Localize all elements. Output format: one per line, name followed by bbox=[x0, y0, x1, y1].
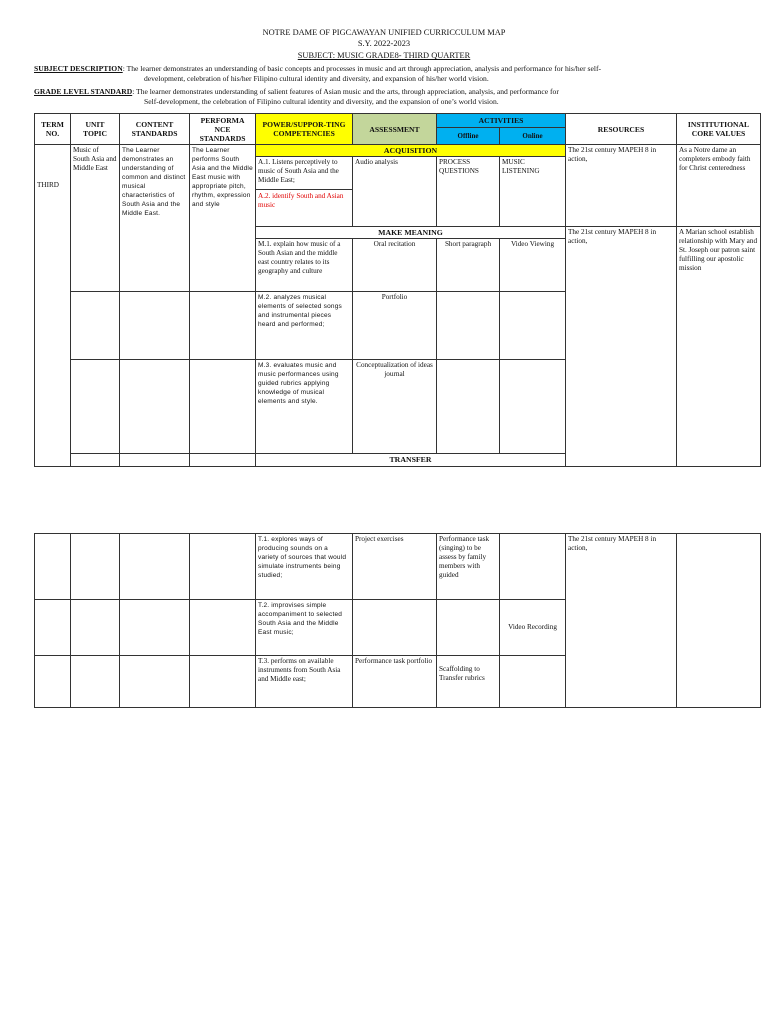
m1-online: Video Viewing bbox=[500, 239, 566, 292]
grade-level-standard-text-2: Self-development, the celebration of Filipino cultural identity and diversity, and the expansion of one’s world vision. bbox=[144, 97, 499, 106]
subject-title: SUBJECT: MUSIC GRADE8- THIRD QUARTER bbox=[297, 51, 471, 60]
transfer-resources: The 21st century MAPEH 8 in action, bbox=[566, 534, 677, 708]
empty-content-cell bbox=[120, 292, 190, 360]
col-content: CONTENT STANDARDS bbox=[120, 114, 190, 145]
transfer-heading: TRANSFER bbox=[256, 454, 566, 467]
acquisition-core-values: As a Notre dame an completers embody faith for Christ centeredness bbox=[677, 145, 761, 227]
t3-online bbox=[500, 656, 566, 708]
m1-offline: Short paragraph bbox=[437, 239, 500, 292]
empty-content-cell bbox=[120, 454, 190, 467]
empty-performance-cell bbox=[190, 292, 256, 360]
empty-performance-cell bbox=[190, 534, 256, 600]
empty-performance-cell bbox=[190, 656, 256, 708]
acquisition-assessment: Audio analysis bbox=[353, 157, 437, 227]
empty-term-cell bbox=[35, 600, 71, 656]
empty-unit-cell bbox=[71, 534, 120, 600]
m2-online bbox=[500, 292, 566, 360]
col-core-values: INSTITUTIONAL CORE VALUES bbox=[677, 114, 761, 145]
competency-a1: A.1. Listens perceptively to music of South Asia and the Middle East; bbox=[258, 158, 339, 184]
transfer-table bbox=[34, 533, 761, 708]
m3-assessment: Conceptualization of ideas journal bbox=[353, 360, 437, 454]
acquisition-offline: PROCESS QUESTIONS bbox=[437, 157, 500, 227]
transfer-core-values bbox=[677, 534, 761, 708]
empty-term-cell bbox=[35, 656, 71, 708]
subject-description-label: SUBJECT DESCRIPTION bbox=[34, 64, 123, 73]
empty-unit-cell bbox=[71, 600, 120, 656]
term-cell: THIRD bbox=[35, 145, 71, 467]
m2-assessment: Portfolio bbox=[353, 292, 437, 360]
m3-online bbox=[500, 360, 566, 454]
make-meaning-heading: MAKE MEANING bbox=[256, 227, 566, 239]
empty-unit-cell bbox=[71, 454, 120, 467]
acquisition-competencies bbox=[256, 157, 353, 227]
col-online: Online bbox=[500, 128, 566, 145]
empty-performance-cell bbox=[190, 454, 256, 467]
empty-content-cell bbox=[120, 360, 190, 454]
school-year: S.Y. 2022-2023 bbox=[357, 39, 411, 48]
empty-content-cell bbox=[120, 600, 190, 656]
unit-topic-cell: Music of South Asia and Middle East bbox=[71, 145, 120, 292]
competency-m2: M.2. analyzes musical elements of selected songs and instrumental pieces heard and performed; bbox=[256, 292, 353, 360]
competency-m1: M.1. explain how music of a South Asian and the middle east country relates to its geography and culture bbox=[256, 239, 353, 292]
col-performance: PERFORMA NCE STANDARDS bbox=[190, 114, 256, 145]
acquisition-heading: ACQUISITION bbox=[256, 145, 566, 157]
col-term: TERM NO. bbox=[35, 114, 71, 145]
col-resources: RESOURCES bbox=[566, 114, 677, 145]
t2-online: Video Recording bbox=[500, 600, 566, 656]
empty-unit-cell bbox=[71, 656, 120, 708]
subject-description bbox=[34, 64, 744, 84]
grade-level-standard bbox=[34, 87, 744, 107]
t3-offline: Scaffolding to Transfer rubrics bbox=[437, 656, 500, 708]
col-activities: ACTIVITIES bbox=[437, 114, 566, 128]
col-unit: UNIT TOPIC bbox=[71, 114, 120, 145]
acquisition-resources: The 21st century MAPEH 8 in action, bbox=[566, 145, 677, 227]
subject-description-text-2: development, celebration of his/her Filipino cultural identity and diversity, and expansion of his/her world vision. bbox=[144, 74, 489, 83]
t2-assessment bbox=[353, 600, 437, 656]
empty-performance-cell bbox=[190, 360, 256, 454]
make-meaning-core-values: A Marian school establish relationship with Mary and St. Joseph our patron saint fulfilling our apostolic mission bbox=[677, 227, 761, 467]
grade-level-standard-text-1: : The learner demonstrates understanding of salient features of Asian music and the arts, through appreciation, analysis, and performance for bbox=[132, 87, 559, 96]
competency-t2: T.2. improvises simple accompaniment to selected South Asia and the Middle East music; bbox=[256, 600, 353, 656]
competency-m3: M.3. evaluates music and music performances using guided rubrics applying knowledge of musical elements and style. bbox=[256, 360, 353, 454]
make-meaning-resources: The 21st century MAPEH 8 in action, bbox=[566, 227, 677, 467]
empty-unit-cell bbox=[71, 360, 120, 454]
m2-offline bbox=[437, 292, 500, 360]
t2-offline bbox=[437, 600, 500, 656]
empty-term-cell bbox=[35, 534, 71, 600]
empty-unit-cell bbox=[71, 292, 120, 360]
competency-a2: A.2. identify South and Asian music bbox=[256, 189, 352, 210]
t3-assessment: Performance task portfolio bbox=[353, 656, 437, 708]
col-offline: Offline bbox=[437, 128, 500, 145]
content-standard-cell: The Learner demonstrates an understanding of common and distinct musical characteristics of South Asia and the Middle East. bbox=[120, 145, 190, 292]
empty-content-cell bbox=[120, 656, 190, 708]
t1-assessment: Project exercises bbox=[353, 534, 437, 600]
school-title: NOTRE DAME OF PIGCAWAYAN UNIFIED CURRICCULUM MAP bbox=[262, 28, 506, 37]
col-assessment: ASSESSMENT bbox=[353, 114, 437, 145]
m1-assessment: Oral recitation bbox=[353, 239, 437, 292]
empty-content-cell bbox=[120, 534, 190, 600]
competency-t1: T.1. explores ways of producing sounds on a variety of sources that would simulate instruments being studied; bbox=[256, 534, 353, 600]
curriculum-table bbox=[34, 113, 761, 467]
subject-description-text-1: : The learner demonstrates an understanding of basic concepts and processes in music and art through appreciation, analysis and performance for his/her self- bbox=[122, 64, 602, 73]
t1-offline: Performance task (singing) to be assess by family members with guided bbox=[437, 534, 500, 600]
competency-t3: T.3. performs on available instruments from South Asia and Middle east; bbox=[256, 656, 353, 708]
grade-level-standard-label: GRADE LEVEL STANDARD bbox=[34, 87, 133, 96]
t1-online bbox=[500, 534, 566, 600]
col-power: POWER/SUPPOR-TING COMPETENCIES bbox=[256, 114, 353, 145]
m3-offline bbox=[437, 360, 500, 454]
empty-performance-cell bbox=[190, 600, 256, 656]
acquisition-online: MUSIC LISTENING bbox=[500, 157, 566, 227]
performance-standard-cell: The Learner performs South Asia and the Middle East music with appropriate pitch, rhythm, expression and style bbox=[190, 145, 256, 292]
